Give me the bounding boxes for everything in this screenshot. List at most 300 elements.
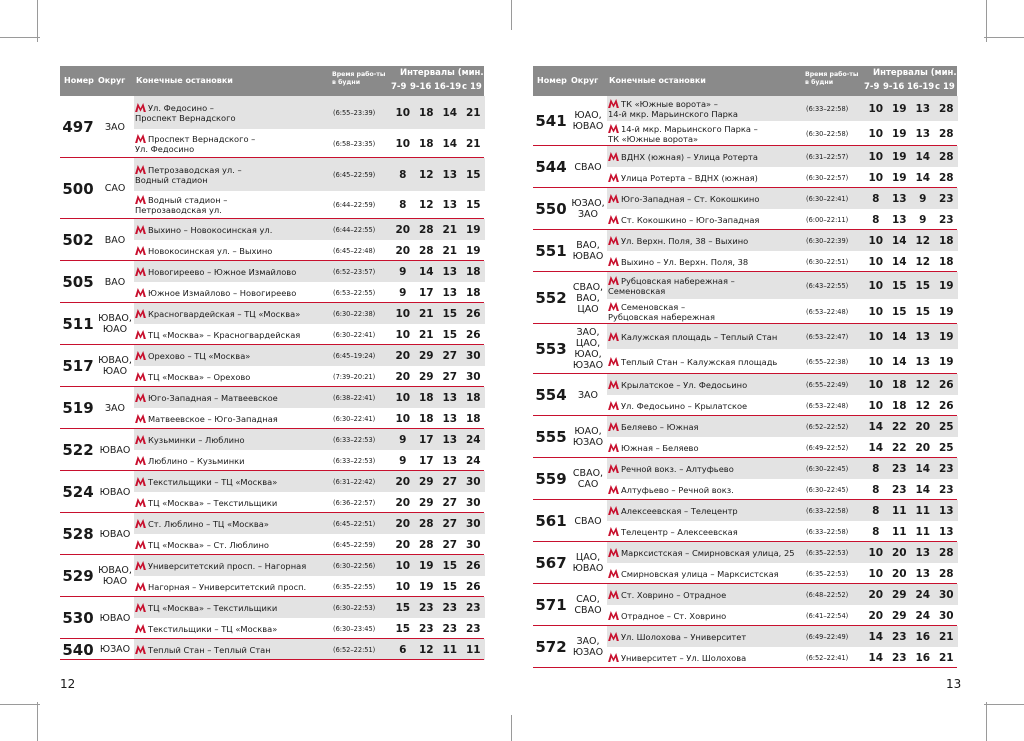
header-interval-col: с 19 [462,82,482,92]
route-okrug: СВАО, ВАО, ЦАО [572,281,604,315]
interval-value: 26 [465,307,481,320]
weekday-hours: (6:33–22:53) [333,435,376,444]
interval-value: 20 [395,244,411,257]
interval-value: 11 [891,504,907,517]
table-row [607,146,958,167]
terminal-stops: Отрадное – Ст. Ховрино [607,611,806,621]
route-group [533,416,957,458]
weekday-hours: (6:55–22:49) [806,380,849,389]
terminal-stops: Алексеевская – Телецентр [607,506,806,516]
route-group [533,374,957,416]
weekday-hours: (6:30–22:39) [806,236,849,245]
terminal-stops: Улица Ротерта – ВДНХ (южная) [607,173,806,183]
weekday-hours: (6:45–22:51) [333,519,376,528]
interval-value: 24 [915,609,931,622]
weekday-hours: (6:58–23:35) [333,139,376,148]
header-interval-col: 9-16 [883,82,905,92]
route-okrug: ЮВАО, ЮАО [98,313,132,335]
route-number: 571 [535,596,567,614]
metro-m-icon [135,372,146,381]
interval-value: 23 [891,630,907,643]
interval-value: 10 [395,391,411,404]
metro-m-icon [608,548,619,557]
terminal-stops: Ст. Ховрино – Отрадное [607,590,806,600]
metro-m-icon [608,99,619,108]
route-number: 522 [62,441,94,459]
weekday-hours: (6:48–22:52) [806,590,849,599]
weekday-hours: (6:44–22:55) [333,225,376,234]
interval-value: 20 [395,223,411,236]
route-okrug: ВАО [104,276,126,288]
interval-value: 11 [891,525,907,538]
route-okrug: ВАО [104,234,126,246]
header-stops: Конечные остановки [609,76,706,85]
interval-value: 9 [399,454,407,467]
interval-value: 18 [465,412,481,425]
interval-value: 12 [418,168,434,181]
interval-value: 17 [418,286,434,299]
interval-value: 10 [868,234,884,247]
terminal-stops: Проспект Вернадского – Ул. Федосино [135,133,256,154]
interval-value: 29 [418,349,434,362]
metro-m-icon [608,506,619,515]
interval-value: 30 [465,538,481,551]
metro-m-icon [608,215,619,224]
interval-value: 13 [891,213,907,226]
interval-value: 12 [915,234,931,247]
interval-value: 20 [395,496,411,509]
route-okrug: ЮВАО [99,612,131,624]
terminal-stops: Калужская площадь – Теплый Стан [607,332,806,342]
interval-value: 13 [891,192,907,205]
interval-value: 19 [891,127,907,140]
interval-value: 15 [442,307,458,320]
metro-m-icon [608,332,619,341]
interval-value: 27 [442,538,458,551]
table-row [607,349,958,374]
weekday-hours: (6:30–22:45) [806,485,849,494]
weekday-hours: (6:33–22:53) [333,456,376,465]
weekday-hours: (6:30–22:38) [333,309,376,318]
interval-value: 26 [938,378,954,391]
crop-mark [0,37,40,38]
interval-value: 24 [465,433,481,446]
weekday-hours: (6:53–22:48) [806,307,849,316]
route-group [533,500,957,542]
terminal-stops: Выхино – Новокосинская ул. [134,225,333,235]
interval-value: 17 [418,454,434,467]
route-number: 541 [535,112,567,130]
terminal-stops: Рубцовская набережная – Семеновская [608,275,735,296]
interval-value: 28 [418,538,434,551]
weekday-hours: (6:45–19:24) [333,351,376,360]
metro-m-icon [135,246,146,255]
weekday-hours: (6:55–23:39) [333,108,376,117]
route-number: 550 [535,200,567,218]
route-number: 530 [62,609,94,627]
interval-value: 21 [442,223,458,236]
table-row [134,191,485,219]
crop-mark [986,702,987,741]
weekday-hours: (6:45–22:59) [333,540,376,549]
route-okrug: ЮАО, ЮВАО [572,110,604,132]
interval-value: 14 [442,106,458,119]
table-row [607,542,958,563]
weekday-hours: (6:52–23:57) [333,267,376,276]
interval-value: 20 [868,588,884,601]
crop-mark [0,704,40,705]
header-time: Время рабо-ты в будни [332,71,386,86]
interval-value: 28 [938,546,954,559]
terminal-stops: ТК «Южные ворота» – 14-й мкр. Марьинского Парка [608,98,739,119]
interval-value: 13 [442,412,458,425]
interval-value: 14 [915,483,931,496]
interval-value: 19 [938,279,954,292]
metro-m-icon [608,653,619,662]
route-number: 511 [62,315,94,333]
interval-value: 23 [442,622,458,635]
interval-value: 19 [938,355,954,368]
interval-value: 23 [891,462,907,475]
interval-value: 10 [395,106,411,119]
interval-value: 23 [465,601,481,614]
route-number: 529 [62,567,94,585]
interval-value: 29 [891,609,907,622]
route-okrug: ЮВАО [99,444,131,456]
table-row [134,429,485,450]
interval-value: 15 [442,580,458,593]
interval-value: 13 [915,355,931,368]
interval-value: 22 [891,441,907,454]
weekday-hours: (6:49–22:49) [806,632,849,641]
interval-value: 11 [915,525,931,538]
interval-value: 11 [465,643,481,656]
weekday-hours: (6:30–22:53) [333,603,376,612]
weekday-hours: (6:30–22:41) [806,194,849,203]
interval-value: 24 [915,588,931,601]
interval-value: 20 [868,609,884,622]
terminal-stops: Университет – Ул. Шолохова [607,653,806,663]
metro-m-icon [608,464,619,473]
table-row [134,408,485,429]
interval-value: 23 [465,622,481,635]
interval-value: 20 [395,349,411,362]
table-row [607,251,958,272]
weekday-hours: (6:30–22:57) [806,173,849,182]
terminal-stops: Текстильщики – ТЦ «Москва» [134,477,333,487]
route-number: 567 [535,554,567,572]
interval-value: 19 [891,150,907,163]
terminal-stops: Орехово – ТЦ «Москва» [134,351,333,361]
table-row [607,500,958,521]
header-okrug: Округ [571,76,599,85]
interval-value: 12 [418,643,434,656]
terminal-stops: Водный стадион – Петрозаводская ул. [135,195,228,215]
weekday-hours: (6:53–22:47) [806,332,849,341]
metro-m-icon [608,380,619,389]
interval-value: 15 [915,279,931,292]
interval-value: 21 [938,630,954,643]
interval-value: 8 [872,213,880,226]
interval-value: 19 [938,330,954,343]
interval-value: 30 [465,496,481,509]
interval-value: 10 [868,546,884,559]
interval-value: 30 [465,370,481,383]
interval-value: 13 [442,265,458,278]
table-row [607,458,958,479]
interval-value: 29 [891,588,907,601]
terminal-stops: Марксистская – Смирновская улица, 25 [607,548,806,558]
metro-m-icon [135,414,146,423]
route-group [60,513,484,555]
interval-value: 10 [868,399,884,412]
interval-value: 13 [915,567,931,580]
route-number: 505 [62,273,94,291]
table-row [134,597,485,618]
terminal-stops: Кузьминки – Люблино [134,435,333,445]
table-row [607,121,958,146]
interval-value: 18 [938,255,954,268]
interval-value: 22 [891,420,907,433]
interval-value: 9 [399,286,407,299]
table-row [607,605,958,626]
metro-m-icon [608,152,619,161]
interval-value: 18 [465,286,481,299]
interval-value: 17 [418,433,434,446]
interval-value: 10 [868,150,884,163]
crop-mark [984,704,1024,705]
interval-value: 15 [891,305,907,318]
interval-value: 10 [395,559,411,572]
interval-value: 18 [938,234,954,247]
route-okrug: ЮВАО [99,528,131,540]
weekday-hours: (6:45–22:59) [333,170,376,179]
terminal-stops: 14-й мкр. Марьинского Парка – ТК «Южные ворота» [608,123,758,144]
metro-m-icon [608,276,619,285]
interval-value: 23 [442,601,458,614]
weekday-hours: (6:38–22:41) [333,393,376,402]
interval-value: 13 [442,391,458,404]
interval-value: 15 [442,559,458,572]
interval-value: 24 [465,454,481,467]
metro-m-icon [135,103,146,112]
interval-value: 20 [395,517,411,530]
terminal-stops: Телецентр – Алексеевская [607,527,806,537]
interval-value: 30 [465,475,481,488]
interval-value: 10 [868,330,884,343]
metro-m-icon [608,611,619,620]
route-group [533,188,957,230]
interval-value: 20 [915,420,931,433]
interval-value: 11 [915,504,931,517]
weekday-hours: (6:30–23:45) [333,624,376,633]
route-okrug: ВАО, ЮВАО [572,240,604,262]
weekday-hours: (6:36–22:57) [333,498,376,507]
metro-m-icon [135,540,146,549]
terminal-stops: Петрозаводская ул. – Водный стадион [135,164,242,185]
interval-value: 21 [465,106,481,119]
interval-value: 10 [868,279,884,292]
interval-value: 27 [442,475,458,488]
terminal-stops: Семеновская – Рубцовская набережная [608,301,716,322]
interval-value: 23 [891,651,907,664]
interval-value: 26 [465,580,481,593]
terminal-stops: Выхино – Ул. Верхн. Поля, 38 [607,257,806,267]
page-left [60,66,488,660]
interval-value: 18 [891,378,907,391]
terminal-stops: Смирновская улица – Марксистская [607,569,806,579]
terminal-stops: Текстильщики – ТЦ «Москва» [134,624,333,634]
interval-value: 20 [395,370,411,383]
weekday-hours: (6:00–22:11) [806,215,849,224]
interval-value: 13 [442,454,458,467]
interval-value: 18 [418,412,434,425]
weekday-hours: (6:43–22:55) [806,281,849,290]
metro-m-icon [135,603,146,612]
interval-value: 14 [891,330,907,343]
route-group [533,324,957,374]
interval-value: 8 [872,483,880,496]
table-row [607,626,958,647]
interval-value: 14 [915,462,931,475]
interval-value: 10 [868,255,884,268]
route-number: 572 [535,638,567,656]
metro-m-icon [135,498,146,507]
interval-value: 15 [915,305,931,318]
interval-value: 14 [891,255,907,268]
table-row [134,471,485,492]
route-okrug: ЮЗАО, ЗАО [571,198,605,220]
interval-value: 10 [868,305,884,318]
route-group [533,272,957,324]
table-row [607,395,958,416]
table-row [607,167,958,188]
weekday-hours: (6:55–22:38) [806,357,849,366]
route-group [533,230,957,272]
table-row [607,437,958,458]
header-interval-col: 16-19 [434,82,462,92]
route-group [60,387,484,429]
route-okrug: САО [104,183,126,194]
weekday-hours: (6:52–22:52) [806,422,849,431]
interval-value: 14 [891,234,907,247]
route-okrug: ЮЗАО [99,644,131,655]
route-group [60,261,484,303]
interval-value: 20 [915,441,931,454]
table-row [607,521,958,542]
interval-value: 27 [442,517,458,530]
metro-m-icon [608,443,619,452]
interval-value: 20 [395,538,411,551]
route-number: 497 [62,118,94,136]
table-row [134,303,485,324]
interval-value: 23 [418,622,434,635]
interval-value: 10 [395,137,411,150]
interval-value: 19 [891,102,907,115]
interval-value: 13 [915,546,931,559]
route-group [60,429,484,471]
crop-mark [511,715,512,741]
table-row [607,96,958,121]
route-number: 519 [62,399,94,417]
weekday-hours: (7:39–20:21) [333,372,376,381]
terminal-stops: Матвеевское – Юго-Западная [134,414,333,424]
interval-value: 27 [442,349,458,362]
interval-value: 13 [442,199,458,211]
interval-value: 10 [395,412,411,425]
table-row [134,345,485,366]
interval-value: 27 [442,496,458,509]
terminal-stops: Теплый Стан – Теплый Стан [134,645,333,655]
weekday-hours: (6:33–22:58) [806,506,849,515]
interval-value: 10 [868,567,884,580]
interval-value: 21 [418,307,434,320]
route-okrug: ЮВАО [99,486,131,498]
terminal-stops: Беляево – Южная [607,422,806,432]
header-stops: Конечные остановки [136,76,233,85]
weekday-hours: (6:33–22:58) [806,527,849,536]
route-okrug: ЗАО, ЦАО, ЮАО, ЮЗАО [572,327,604,371]
interval-value: 28 [418,517,434,530]
interval-value: 19 [938,305,954,318]
header-interval-col: 9-16 [410,82,432,92]
route-okrug: ЗАО [577,389,599,401]
interval-value: 15 [465,199,481,211]
table-row [607,324,958,349]
weekday-hours: (6:33–22:58) [806,104,849,113]
interval-value: 9 [919,192,927,205]
table-row [134,219,485,240]
interval-value: 28 [418,223,434,236]
terminal-stops: Ул. Федосьино – Крылатское [607,401,806,411]
table-row [134,450,485,471]
interval-value: 10 [868,102,884,115]
terminal-stops: Ст. Кокошкино – Юго-Западная [607,215,806,225]
weekday-hours: (6:30–22:51) [806,257,849,266]
table-row [134,282,485,303]
interval-value: 8 [399,168,407,181]
interval-value: 14 [868,420,884,433]
weekday-hours: (6:30–22:56) [333,561,376,570]
interval-value: 14 [868,651,884,664]
header-okrug: Округ [98,76,126,85]
route-number: 544 [535,158,567,176]
interval-value: 19 [465,244,481,257]
route-group [60,555,484,597]
crop-mark [511,0,512,30]
terminal-stops: Алтуфьево – Речной вокз. [607,485,806,495]
metro-m-icon [608,590,619,599]
weekday-hours: (6:53–22:55) [333,288,376,297]
route-okrug: ЗАО [104,402,126,414]
terminal-stops: Юго-Западная – Ст. Кокошкино [607,194,806,204]
terminal-stops: Юго-Западная – Матвеевское [134,393,333,403]
metro-m-icon [135,134,146,143]
crop-mark [37,702,38,741]
interval-value: 16 [915,630,931,643]
crop-mark [984,37,1024,38]
page-number-left: 12 [60,677,76,691]
terminal-stops: ТЦ «Москва» – Ст. Люблино [134,540,333,550]
interval-value: 28 [938,102,954,115]
table-row [134,639,485,660]
terminal-stops: ТЦ «Москва» – Текстильщики [134,603,333,613]
terminal-stops: Теплый Стан – Калужская площадь [607,357,806,367]
route-group [60,345,484,387]
interval-value: 13 [915,330,931,343]
header-interval-col: 7-9 [864,82,880,92]
interval-value: 18 [418,137,434,150]
